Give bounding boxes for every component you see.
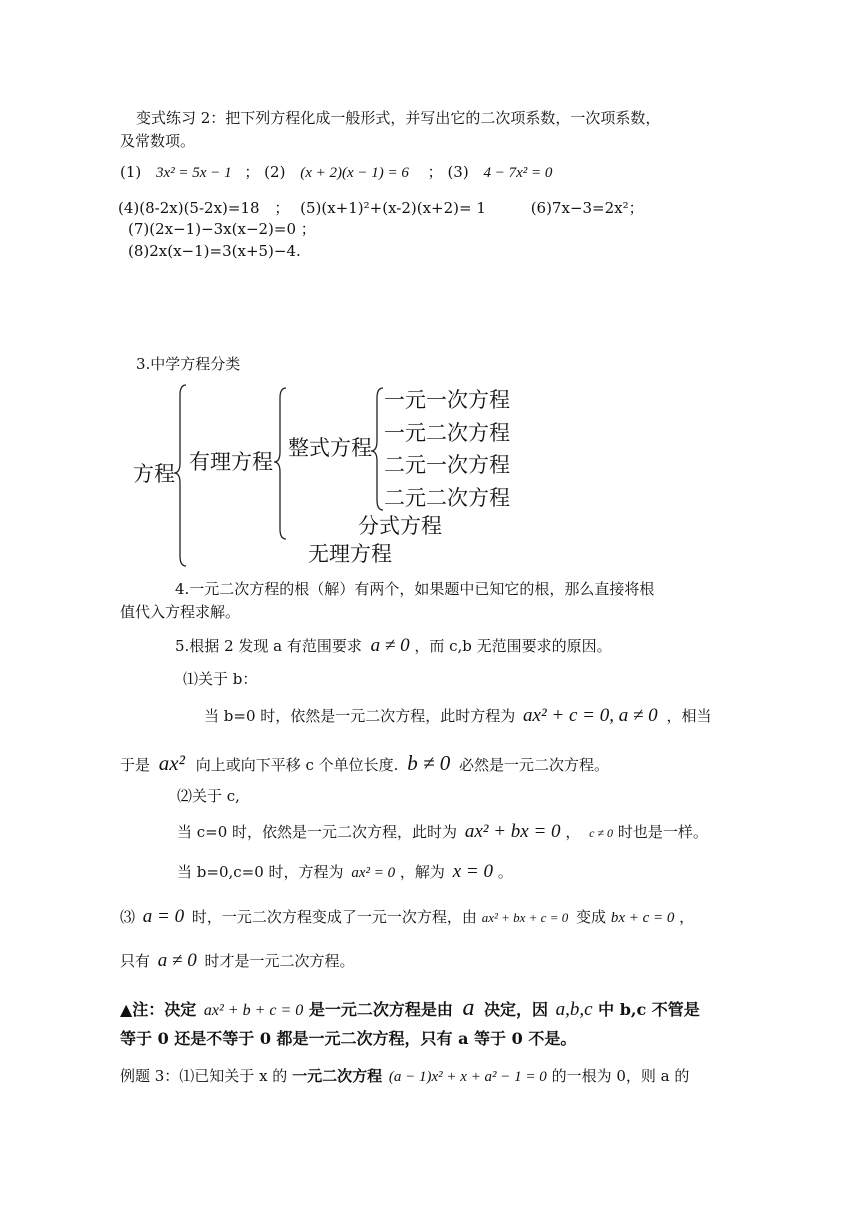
class-irrational: 无理方程 [308, 542, 392, 566]
text: 变成 [576, 908, 607, 926]
section4-line2: 值代入方程求解。 [120, 603, 241, 621]
text: 的一根为 0，则 a 的 [551, 1067, 690, 1085]
brace-integral [371, 388, 383, 510]
text: ▲注：决定 [120, 1000, 197, 1019]
text: ⑶ [120, 908, 136, 926]
math-ax2-plus-c: ax² + c = 0, a ≠ 0 [523, 705, 658, 726]
text: 当 b=0,c=0 时，方程为 [177, 863, 344, 881]
exercise2-eq7: (7)(2x−1)−3x(x−2)=0 ； [128, 220, 316, 238]
eq3: 4 − 7x² = 0 [483, 165, 553, 181]
math-c-neq-0: c ≠ 0 [589, 826, 614, 840]
text: 只有 [120, 952, 151, 970]
exercise2-instruction-line2: 及常数项。 [120, 132, 196, 150]
section5-b-line2 [120, 753, 609, 775]
text: 当 c=0 时，依然是一元二次方程，此时为 [177, 823, 458, 841]
class-leaf-4: 二元二次方程 [384, 486, 510, 510]
math-a: a [462, 995, 475, 1021]
text: ，而 c,b 无范围要求的原因。 [414, 637, 612, 655]
text: 决定，因 [484, 1000, 549, 1019]
math-b-neq-0: b ≠ 0 [407, 751, 451, 775]
section5-a-line2 [120, 951, 355, 971]
text: 5.根据 2 发现 a 有范围要求 [175, 637, 362, 655]
section5-c-line1 [177, 822, 708, 843]
class-leaf-1: 一元一次方程 [384, 388, 510, 412]
text: 时才是一元二次方程。 [204, 952, 355, 970]
text: 向上或向下平移 c 个单位长度. [195, 756, 399, 774]
section4-line1: 4.一元二次方程的根（解）有两个，如果题中已知它的根，那么直接将根 [175, 580, 655, 598]
text: 必然是一元二次方程。 [459, 756, 610, 774]
text: 时，一元二次方程变成了一元一次方程，由 [191, 908, 477, 926]
text: 。 [497, 863, 513, 881]
eq6: (6)7x−3=2x²； [530, 199, 644, 217]
class-root: 方程 [133, 462, 175, 486]
text: 时也是一样。 [617, 823, 708, 841]
text: 是一元二次方程是由 [308, 1000, 453, 1019]
note-line1 [120, 995, 700, 1021]
bold-term: 一元二次方程 [292, 1067, 383, 1085]
math-note-form: ax² + b + c = 0 [203, 1002, 304, 1019]
math-a-neq-0: a ≠ 0 [157, 950, 197, 971]
text: ， [565, 823, 581, 841]
class-leaf-2: 一元二次方程 [384, 421, 510, 445]
section5-title [175, 636, 612, 656]
section3-title: 3.中学方程分类 [136, 355, 241, 373]
separator: ； [244, 163, 260, 181]
section5-b-line1 [204, 706, 711, 726]
section5-about-b: ⑴关于 b： [183, 670, 258, 688]
math-abc: a,b,c [555, 999, 593, 1020]
math-general-form: ax² + bx + c = 0 [481, 910, 569, 925]
math-ax2-eq-0: ax² = 0 [351, 865, 396, 881]
math-a-eq-0: a = 0 [142, 906, 185, 927]
math-x-eq-0: x = 0 [452, 861, 493, 882]
math-ax2: ax² [158, 751, 185, 775]
class-rational: 有理方程 [189, 450, 273, 474]
text: ， [679, 908, 695, 926]
text: ，解为 [399, 863, 445, 881]
text: ，相当 [666, 707, 712, 725]
math-bx-plus-c: bx + c = 0 [610, 910, 675, 926]
class-integral: 整式方程 [288, 436, 372, 460]
eq4: (4)(8-2x)(5-2x)=18 [118, 199, 260, 217]
section5-c-line2 [177, 862, 513, 883]
separator: ； [427, 163, 443, 181]
eq2-label: (2) [264, 163, 286, 181]
eq3-label: (3) [447, 163, 469, 181]
eq1-label: (1) [120, 163, 142, 181]
text: 例题 3：⑴已知关于 x 的 [120, 1067, 288, 1085]
eq2: (x + 2)(x − 1) = 6 [300, 165, 409, 181]
separator: ； [274, 199, 290, 217]
text: 当 b=0 时，依然是一元二次方程，此时方程为 [204, 707, 516, 725]
example3-line1 [120, 1066, 689, 1087]
class-leaf-3: 二元一次方程 [384, 453, 510, 477]
section5-about-c: ⑵关于 c, [177, 787, 240, 805]
brace-root [174, 385, 186, 566]
math-ax2-plus-bx: ax² + bx = 0 [464, 821, 561, 842]
exercise2-instruction-line1: 变式练习 2：把下列方程化成一般形式，并写出它的二次项系数，一次项系数， [136, 109, 661, 127]
math-a-neq-0: a ≠ 0 [370, 635, 410, 656]
class-fractional: 分式方程 [358, 514, 442, 538]
exercise2-eq8: (8)2x(x−1)=3(x+5)−4. [128, 242, 301, 260]
text: 中 b,c 不管是 [598, 1000, 700, 1019]
text: 于是 [120, 756, 151, 774]
section5-a-line1 [120, 907, 694, 928]
eq1: 3x² = 5x − 1 [156, 165, 232, 181]
eq5: (5)(x+1)²+(x-2)(x+2)= 1 [300, 199, 486, 217]
brace-rational [274, 388, 286, 539]
math-example3-eq: (a − 1)x² + x + a² − 1 = 0 [388, 1069, 547, 1085]
note-line2: 等于 0 还是不等于 0 都是一元二次方程，只有 a 等于 0 不是。 [120, 1029, 577, 1048]
